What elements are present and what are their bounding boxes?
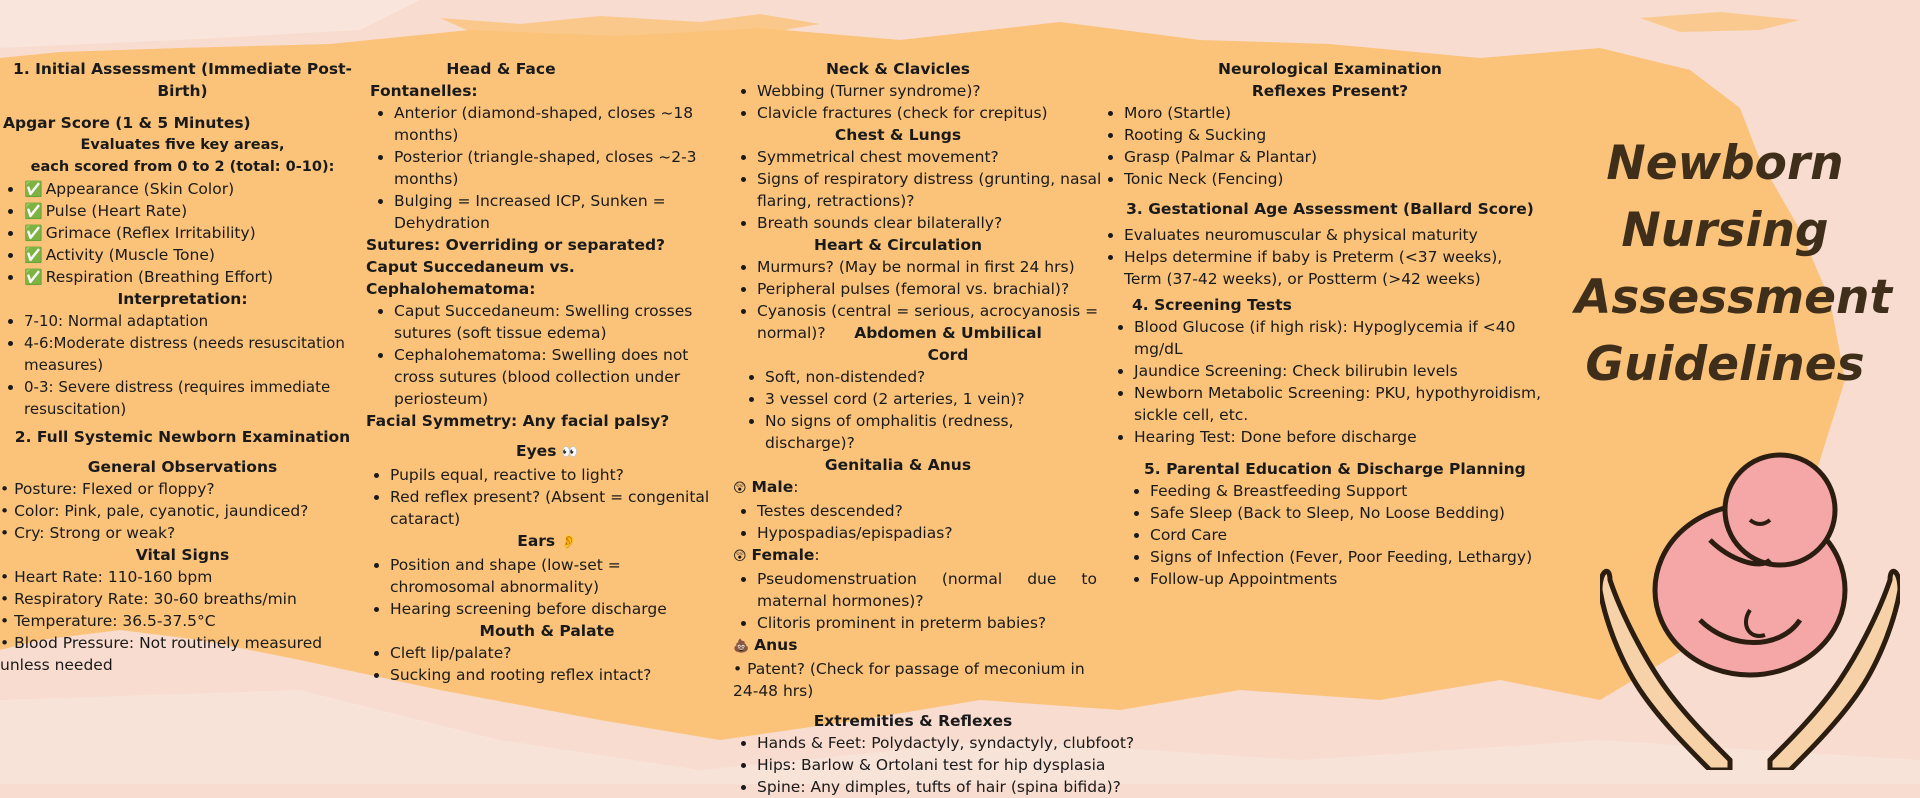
reflexes-list <box>1100 102 1560 190</box>
sutures-text: Sutures: Overriding or separated? <box>366 236 666 254</box>
list-item: • Newborn Metabolic Screening: PKU, hypothyroidism, sickle cell, etc. <box>1134 382 1544 426</box>
list-item: • Symmetrical chest movement? <box>757 146 1103 168</box>
section-2-heading: 2. Full Systemic Newborn Examination <box>14 428 351 446</box>
vital-item: • Blood Pressure: Not routinely measured unless needed <box>0 634 323 674</box>
eyes-list <box>366 464 728 530</box>
ballard-list <box>1100 224 1524 290</box>
ear-icon: 👂 <box>560 535 577 550</box>
surprised-face-icon: 😲 <box>733 549 747 564</box>
list-item: • ✅ Appearance (Skin Color) <box>24 178 365 200</box>
list-item: • Cleft lip/palate? <box>390 642 728 664</box>
eyes-icon: 👀 <box>561 445 579 460</box>
list-item: • Sucking and rooting reflex intact? <box>390 664 728 686</box>
list-item: • Hips: Barlow & Ortolani test for hip dysplasia <box>757 754 1167 776</box>
list-item: • Feeding & Breastfeeding Support <box>1150 480 1560 502</box>
section-1-heading: 1. Initial Assessment (Immediate Post-Birth) <box>13 60 352 100</box>
check-mark-icon: ✅ <box>24 202 43 220</box>
vital-item: • Temperature: 36.5-37.5°C <box>0 612 216 630</box>
list-item: • Blood Glucose (if high risk): Hypoglycemia if <40 mg/dL <box>1134 316 1544 360</box>
list-item: • ✅ Pulse (Heart Rate) <box>24 200 365 222</box>
list-item: • Peripheral pulses (femoral vs. brachial)? <box>757 278 1103 300</box>
ears-title: Ears 👂 <box>517 532 577 550</box>
list-item: • Murmurs? (May be normal in first 24 hrs) <box>757 256 1103 278</box>
vital-item: • Respiratory Rate: 30-60 breaths/min <box>0 590 297 608</box>
list-item: • Cyanosis (central = serious, acrocyanosis = normal)? <box>757 300 1103 344</box>
apgar-description-2: each scored from 0 to 2 (total: 0-10): <box>30 159 335 175</box>
fontanelles-list <box>366 102 728 234</box>
title-line: Nursing <box>1621 203 1829 258</box>
list-item: • Clitoris prominent in preterm babies? <box>757 612 1097 634</box>
education-title: 5. Parental Education & Discharge Planning <box>1144 460 1526 478</box>
chest-list <box>733 146 1103 234</box>
list-item: • Evaluates neuromuscular & physical maturity <box>1124 224 1524 246</box>
list-item: • Testes descended? <box>757 500 1103 522</box>
list-item: • Grasp (Palmar & Plantar) <box>1124 146 1560 168</box>
list-item: • Spine: Any dimples, tufts of hair (spina bifida)? <box>757 776 1167 798</box>
caput-list <box>366 300 728 410</box>
list-item: • Hands & Feet: Polydactyly, syndactyly, clubfoot? <box>757 732 1167 754</box>
column-head-face <box>366 58 728 686</box>
list-item: • Cephalohematoma: Swelling does not cross sutures (blood collection under periosteum) <box>394 344 728 410</box>
check-mark-icon: ✅ <box>24 224 43 242</box>
list-item: • ✅ Respiration (Breathing Effort) <box>24 266 365 288</box>
mouth-list <box>366 642 728 686</box>
list-item: • Caput Succedaneum: Swelling crosses sutures (soft tissue edema) <box>394 300 728 344</box>
interpretation-title: Interpretation: <box>117 290 248 308</box>
male-label: 😲 Male: <box>733 478 799 496</box>
abdomen-title: Abdomen & Umbilical Cord <box>854 324 1042 364</box>
general-item: • Color: Pink, pale, cyanotic, jaundiced? <box>0 502 309 520</box>
male-list <box>733 500 1103 544</box>
title-line: Newborn <box>1606 136 1844 191</box>
list-item: • 7-10: Normal adaptation <box>24 310 365 332</box>
chest-lungs-title: Chest & Lungs <box>834 126 962 144</box>
neurological-title: Neurological Examination <box>1218 60 1442 78</box>
check-mark-icon: ✅ <box>24 180 43 198</box>
eyes-title: Eyes 👀 <box>515 442 579 460</box>
education-list <box>1100 480 1560 590</box>
title-line: Assessment <box>1575 270 1892 325</box>
list-item: • Bulging = Increased ICP, Sunken = Dehydration <box>394 190 728 234</box>
general-item: • Posture: Flexed or floppy? <box>0 480 215 498</box>
abdomen-list <box>733 366 1103 454</box>
list-item: • Rooting & Sucking <box>1124 124 1560 146</box>
list-item: • Soft, non-distended? <box>765 366 1103 388</box>
column-neuro-to-education <box>1100 58 1560 590</box>
column-initial-assessment <box>0 58 365 676</box>
page-title <box>1575 130 1892 398</box>
mouth-palate-title: Mouth & Palate <box>479 622 615 640</box>
list-item: • Webbing (Turner syndrome)? <box>757 80 1103 102</box>
list-item: • Tonic Neck (Fencing) <box>1124 168 1560 190</box>
orange-paint-edge-right <box>1640 12 1800 32</box>
list-item: • Hypospadias/epispadias? <box>757 522 1103 544</box>
list-item: • Follow-up Appointments <box>1150 568 1560 590</box>
caput-title: Caput Succedaneum vs. Cephalohematoma: <box>366 258 575 298</box>
neck-list <box>733 80 1103 124</box>
list-item: • Signs of Infection (Fever, Poor Feeding, Lethargy) <box>1150 546 1560 568</box>
screening-list <box>1100 316 1544 448</box>
ears-list <box>366 554 728 620</box>
list-item: • ✅ Activity (Muscle Tone) <box>24 244 365 266</box>
female-list <box>733 568 1097 634</box>
list-item: • 4-6:Moderate distress (needs resuscitation measures) <box>24 332 365 376</box>
general-observations-title: General Observations <box>87 458 278 476</box>
list-item: • Hearing Test: Done before discharge <box>1134 426 1544 448</box>
list-item: • Jaundice Screening: Check bilirubin levels <box>1134 360 1544 382</box>
list-item: • No signs of omphalitis (redness, discharge)? <box>765 410 1103 454</box>
title-line: Guidelines <box>1585 337 1865 392</box>
list-item: • Posterior (triangle-shaped, closes ~2-3 months) <box>394 146 728 190</box>
genitalia-anus-title: Genitalia & Anus <box>824 456 972 474</box>
surprised-face-icon: 😲 <box>733 481 747 496</box>
anus-text: • Patent? (Check for passage of meconium in 24-48 hrs) <box>733 660 1085 700</box>
fontanelles-title: Fontanelles: <box>370 82 478 100</box>
ballard-title: 3. Gestational Age Assessment (Ballard Score) <box>1126 200 1534 218</box>
baby-head <box>1725 455 1835 565</box>
extremities-title: Extremities & Reflexes <box>813 712 1013 730</box>
list-item: • Safe Sleep (Back to Sleep, No Loose Bedding) <box>1150 502 1560 524</box>
list-item: • Cord Care <box>1150 524 1560 546</box>
list-item: • Moro (Startle) <box>1124 102 1560 124</box>
check-mark-icon: ✅ <box>24 268 43 286</box>
list-item: • Anterior (diamond-shaped, closes ~18 months) <box>394 102 728 146</box>
apgar-list <box>0 178 365 288</box>
list-item: • 0-3: Severe distress (requires immediate resuscitation) <box>24 376 365 420</box>
neck-clavicles-title: Neck & Clavicles <box>825 60 971 78</box>
facial-symmetry-text: Facial Symmetry: Any facial palsy? <box>366 412 670 430</box>
column-neck-to-extremities <box>733 58 1135 798</box>
heart-circulation-title: Heart & Circulation <box>813 236 983 254</box>
reflexes-title: Reflexes Present? <box>1251 82 1409 100</box>
head-face-title: Head & Face <box>446 60 556 78</box>
list-item: • ✅ Grimace (Reflex Irritability) <box>24 222 365 244</box>
female-label: 😲 Female: <box>733 546 820 564</box>
list-item: • Hearing screening before discharge <box>390 598 728 620</box>
list-item: • Clavicle fractures (check for crepitus) <box>757 102 1103 124</box>
poop-icon: 💩 <box>733 639 750 654</box>
apgar-title: Apgar Score (1 & 5 Minutes) <box>3 114 251 132</box>
apgar-description-1: Evaluates five key areas, <box>80 137 285 153</box>
list-item: • Pupils equal, reactive to light? <box>390 464 728 486</box>
vital-signs-title: Vital Signs <box>135 546 230 564</box>
extremities-list <box>733 732 1167 798</box>
screening-title: 4. Screening Tests <box>1132 296 1292 314</box>
check-mark-icon: ✅ <box>24 246 43 264</box>
list-item: • Signs of respiratory distress (grunting, nasal flaring, retractions)? <box>757 168 1103 212</box>
list-item: • 3 vessel cord (2 arteries, 1 vein)? <box>765 388 1103 410</box>
vital-item: • Heart Rate: 110-160 bpm <box>0 568 213 586</box>
list-item: • Position and shape (low-set = chromosomal abnormality) <box>390 554 728 598</box>
list-item: • Breath sounds clear bilaterally? <box>757 212 1103 234</box>
list-item: • Red reflex present? (Absent = congenital cataract) <box>390 486 728 530</box>
general-item: • Cry: Strong or weak? <box>0 524 176 542</box>
list-item: • Pseudomenstruation (normal due to maternal hormones)? <box>757 568 1097 612</box>
white-wash-top-left <box>0 0 420 48</box>
anus-label: 💩 Anus <box>733 636 798 654</box>
interpretation-list <box>0 310 365 420</box>
baby-in-hands-icon <box>1600 450 1900 770</box>
list-item: • Helps determine if baby is Preterm (<37 weeks), Term (37-42 weeks), or Postterm (>42 weeks) <box>1124 246 1524 290</box>
